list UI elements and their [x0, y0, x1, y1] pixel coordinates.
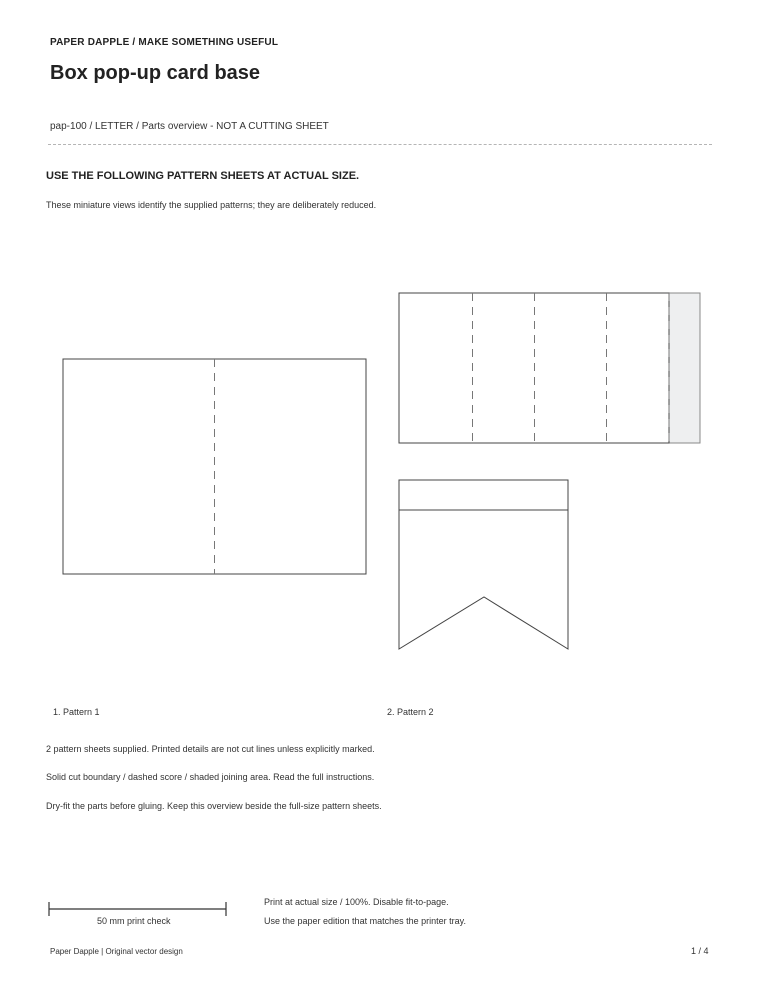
pattern-2-banner — [399, 480, 568, 649]
note-line: Solid cut boundary / dashed score / shaded joining area. Read the full instructions. — [46, 772, 375, 782]
scale-bar — [49, 902, 226, 916]
pattern-2-glue-tab — [669, 293, 700, 443]
brand-line: PAPER DAPPLE / MAKE SOMETHING USEFUL — [50, 37, 279, 48]
page-title: Box pop-up card base — [50, 62, 261, 84]
pattern-2-box-strip — [399, 293, 700, 443]
section-heading: USE THE FOLLOWING PATTERN SHEETS AT ACTUAL SIZE. — [46, 170, 360, 182]
note-line: Dry-fit the parts before gluing. Keep this overview beside the full-size pattern sheets. — [46, 801, 382, 811]
breadcrumb: pap-100 / LETTER / Parts overview - NOT A CUTTING SHEET — [50, 121, 329, 132]
pattern-2-caption: 2. Pattern 2 — [387, 707, 434, 717]
pattern-1-caption: 1. Pattern 1 — [53, 707, 100, 717]
pattern-2-banner-outline — [399, 480, 568, 649]
section-intro: These miniature views identify the supplied patterns; they are deliberately reduced. — [46, 200, 377, 210]
page-number: 1 / 4 — [691, 946, 709, 956]
print-instruction: Print at actual size / 100%. Disable fit-to-page. — [264, 897, 449, 907]
footer-credit: Paper Dapple | Original vector design — [50, 947, 183, 956]
scale-bar-label: 50 mm print check — [97, 916, 171, 926]
pattern-1-thumbnail — [63, 359, 366, 574]
print-instruction: Use the paper edition that matches the printer tray. — [264, 916, 466, 926]
note-line: 2 pattern sheets supplied. Printed details are not cut lines unless explicitly marked. — [46, 744, 375, 754]
